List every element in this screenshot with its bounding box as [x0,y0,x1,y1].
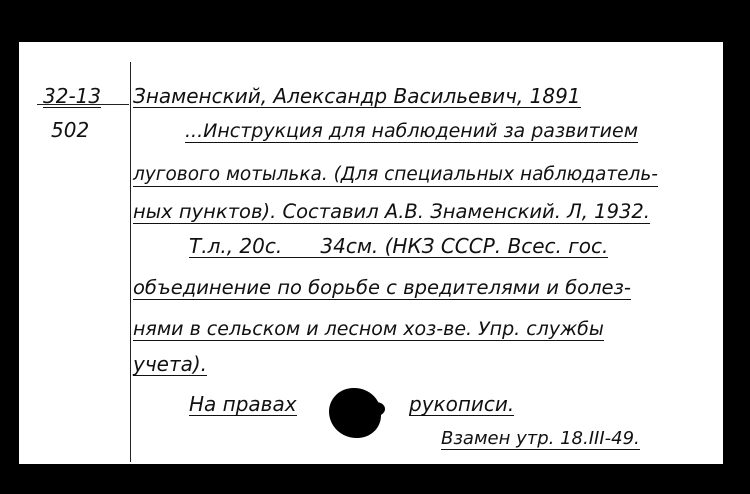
catalog-card [17,42,723,464]
margin-rule [130,62,131,462]
author-line: Знаменский, Александр Васильевич, 1891 [133,84,581,108]
restriction-before: На правах [189,392,297,416]
restriction-after: рукописи. [409,392,515,416]
card-left-border [17,42,19,464]
series-line-2: нями в сельском и лесном хоз-ве. Упр. службы [133,318,604,340]
inventory-number: 502 [51,118,90,142]
call-number: 32-13 [43,84,102,108]
ink-blot-smear [367,402,385,416]
series-line-1: объединение по борьбе с вредителями и болез- [133,276,631,299]
title-line-3: ных пунктов). Составил А.В. Знаменский. Л, 1932. [133,200,650,223]
title-line-2: лугового мотылька. (Для специальных наблюдатель- [133,164,658,185]
replacement-note: Взамен утр. 18.III-49. [441,428,640,449]
series-line-3: учета). [133,352,208,376]
collation-line: Т.л., 20с. 34см. (НКЗ СССР. Всес. гос. [189,234,609,258]
title-line-1: ...Инструкция для наблюдений за развитием [185,120,639,142]
